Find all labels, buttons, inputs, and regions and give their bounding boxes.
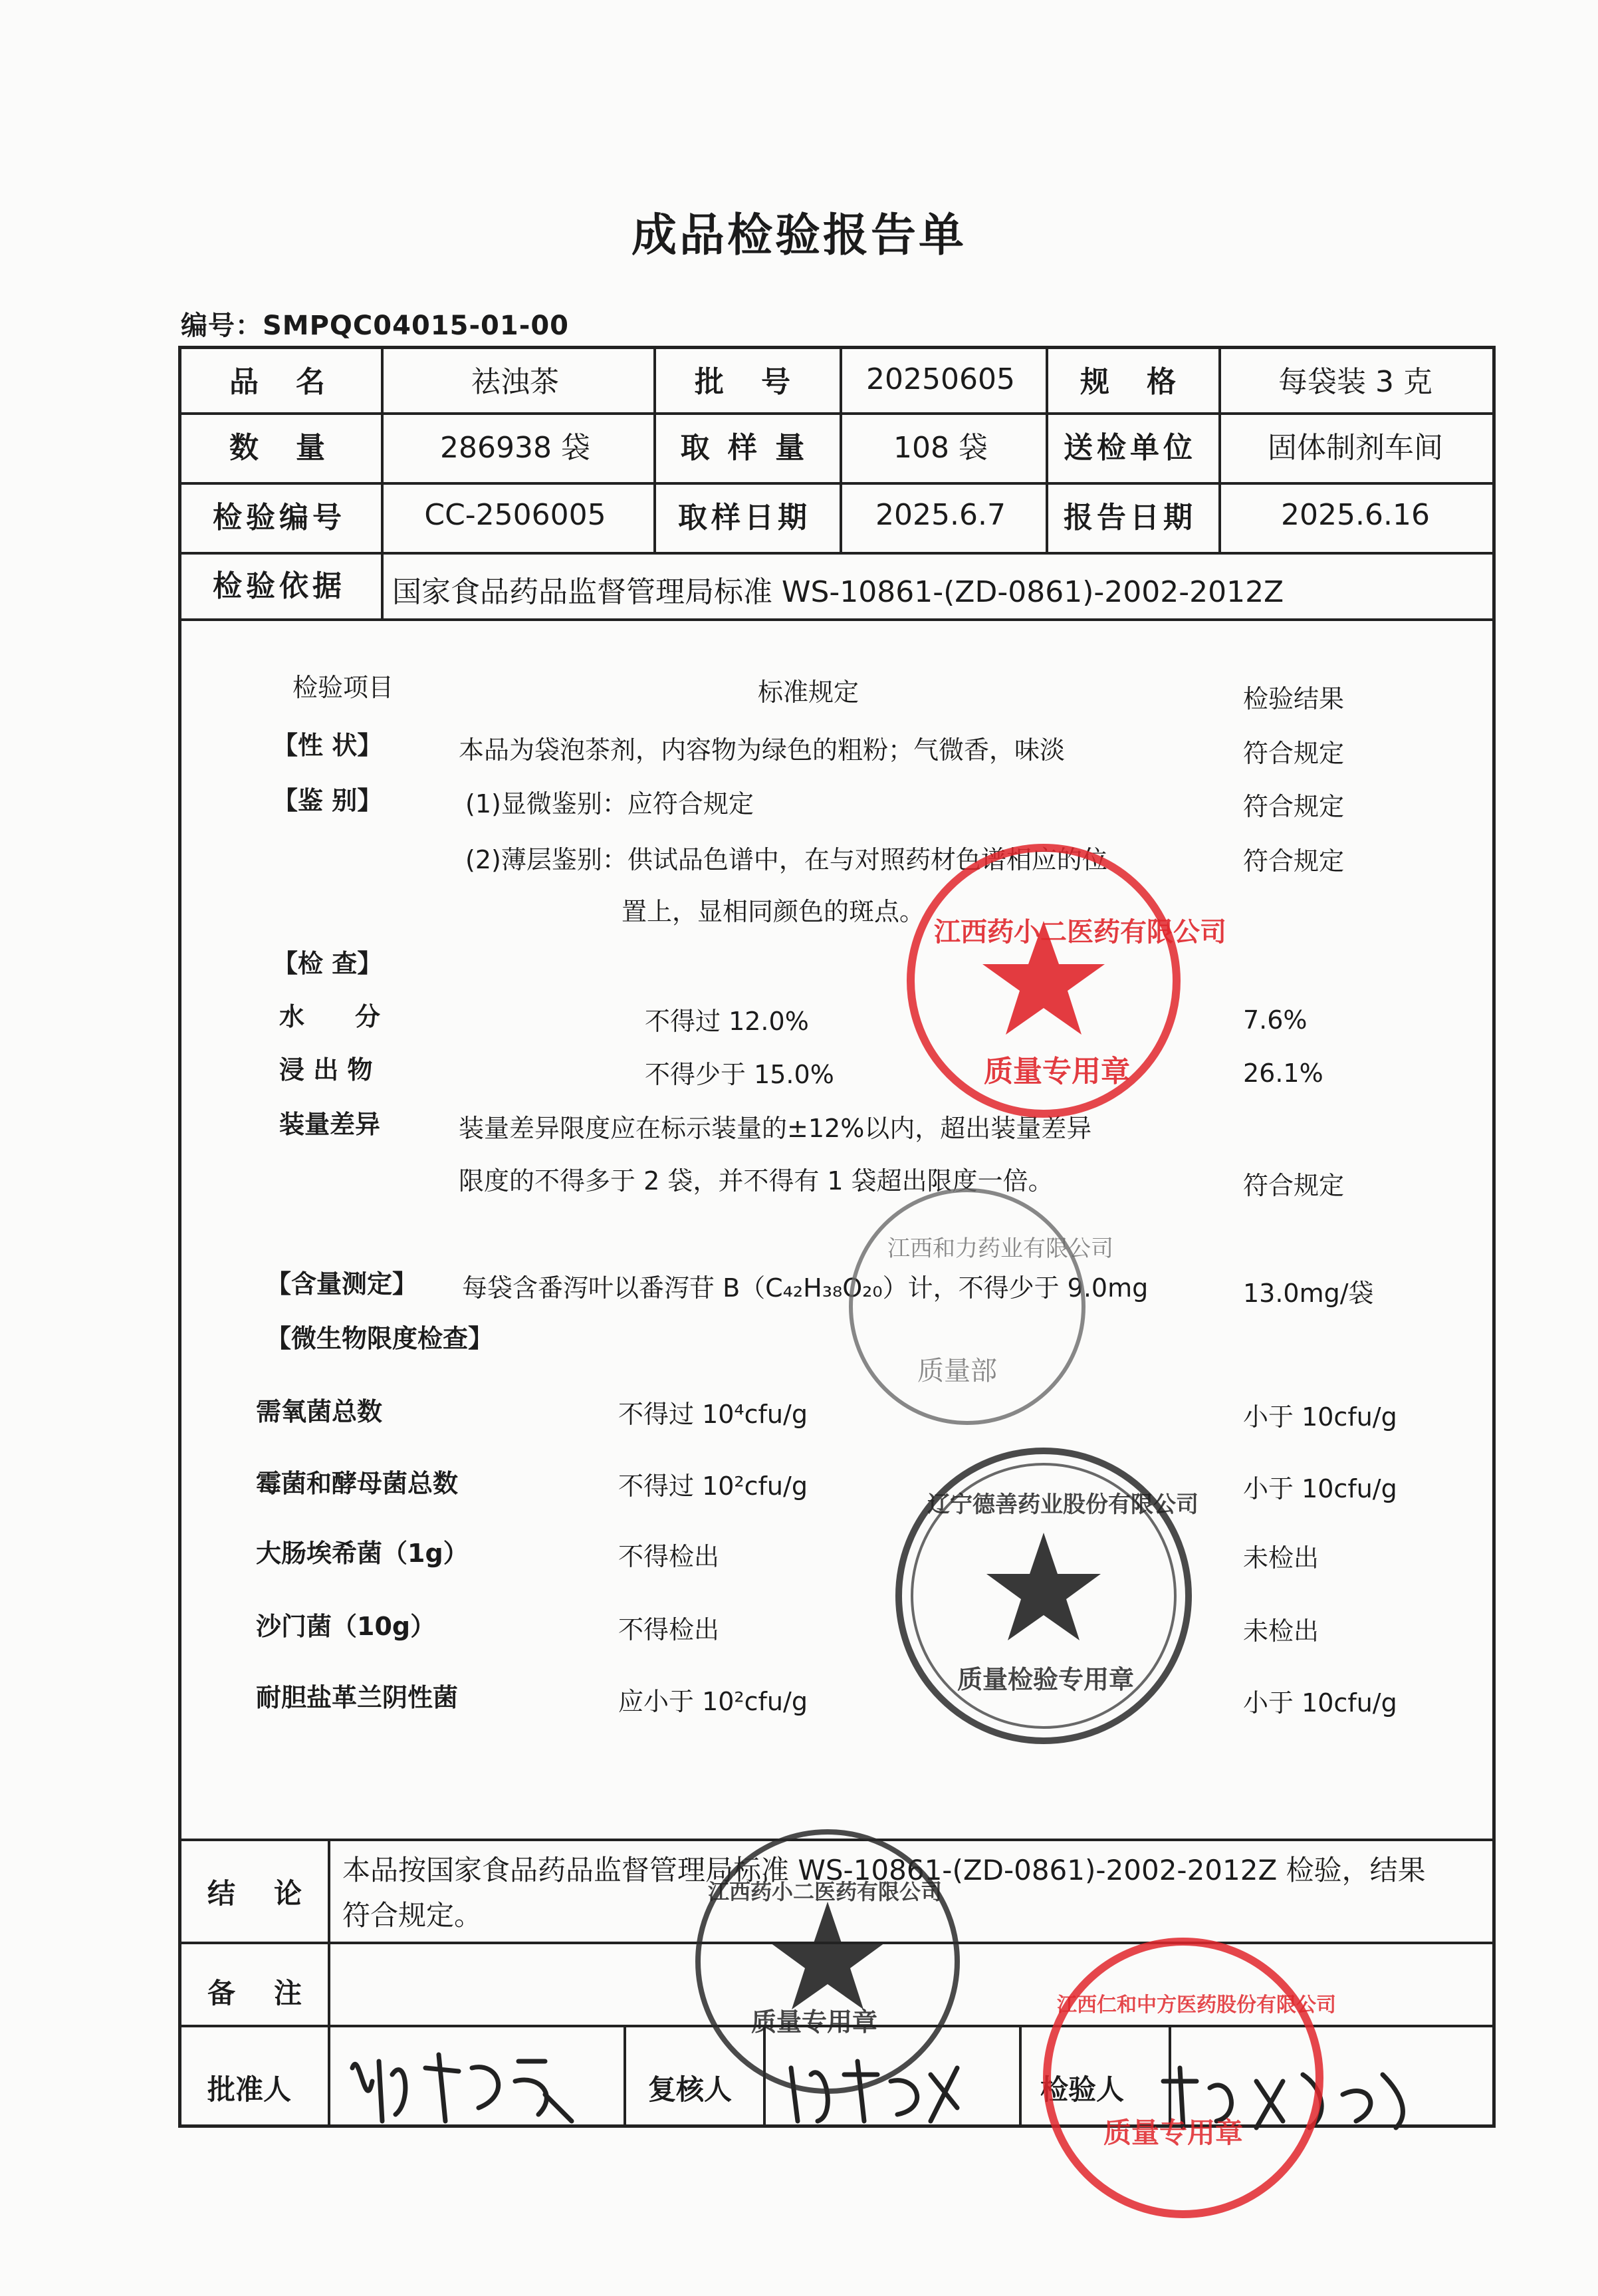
micro-limit-item: 【微生物限度检查】 xyxy=(266,1324,494,1353)
conclusion-line2: 符合规定。 xyxy=(342,1899,483,1932)
stamp2-name: 江西和力药业有限公司 xyxy=(887,1235,1113,1262)
water-result: 7.6% xyxy=(1243,1005,1308,1035)
col-heading-item: 检验项目 xyxy=(292,673,394,702)
basis-label: 检验依据 xyxy=(213,569,346,603)
row-divider xyxy=(181,618,1492,621)
quality-seal-gray-2 xyxy=(841,1180,1093,1433)
col-heading-result: 检验结果 xyxy=(1243,684,1345,713)
identification-1-standard: (1)显微鉴别：应符合规定 xyxy=(465,789,754,819)
submit-unit-label: 送检单位 xyxy=(1064,431,1197,465)
col-divider xyxy=(328,1839,330,2124)
inspect-no-label: 检验编号 xyxy=(213,501,346,535)
fill-variation-item: 装量差异 xyxy=(279,1110,381,1139)
spec-value: 每袋装 3 克 xyxy=(1278,365,1432,399)
stamp4-subtitle: 质量专用章 xyxy=(751,2007,878,2037)
reviewer-label: 复核人 xyxy=(648,2073,733,2106)
water-standard: 不得过 12.0% xyxy=(645,1007,809,1036)
mold-result: 小于 10cfu/g xyxy=(1243,1474,1397,1503)
report-title: 成品检验报告单 xyxy=(631,209,967,262)
col-heading-standard: 标准规定 xyxy=(758,678,859,707)
quantity-value: 286938 袋 xyxy=(440,431,590,465)
identification-2-standard-line2: 置上，显相同颜色的斑点。 xyxy=(622,897,925,926)
row-divider xyxy=(181,552,1492,555)
identification-2-result: 符合规定 xyxy=(1243,846,1345,876)
ecoli-standard: 不得检出 xyxy=(618,1542,720,1571)
stamp5-name: 江西仁和中方医药股份有限公司 xyxy=(1057,1993,1336,2017)
conclusion-line1: 本品按国家食品药品监督管理局标准 WS-10861-(ZD-0861)-2002-2012Z 检验，结果 xyxy=(342,1854,1426,1886)
assay-result: 13.0mg/袋 xyxy=(1243,1279,1374,1308)
water-item: 水 分 xyxy=(279,1002,381,1031)
batch-label: 批 号 xyxy=(695,365,794,399)
aerobic-standard: 不得过 10⁴cfu/g xyxy=(618,1400,808,1429)
assay-item: 【含量测定】 xyxy=(266,1269,418,1299)
product-name-label: 品 名 xyxy=(229,365,329,399)
quality-seal-dark-4 xyxy=(688,1822,967,2101)
fill-variation-standard-line2: 限度的不得多于 2 袋，并不得有 1 袋超出限度一倍。 xyxy=(459,1166,1054,1196)
appearance-result: 符合规定 xyxy=(1243,739,1345,768)
report-date-value: 2025.6.16 xyxy=(1281,497,1430,532)
bile-tolerant-standard: 应小于 10²cfu/g xyxy=(618,1687,808,1716)
mold-standard: 不得过 10²cfu/g xyxy=(618,1471,808,1501)
ecoli-item: 大肠埃希菌（1g） xyxy=(256,1539,469,1568)
salmonella-result: 未检出 xyxy=(1243,1616,1319,1646)
submit-unit-value: 固体制剂车间 xyxy=(1268,431,1443,465)
bile-tolerant-result: 小于 10cfu/g xyxy=(1243,1688,1397,1718)
mold-item: 霉菌和酵母菌总数 xyxy=(256,1469,459,1498)
identification-1-result: 符合规定 xyxy=(1243,792,1345,821)
stamp4-name: 江西药小二医药有限公司 xyxy=(708,1879,943,1904)
salmonella-item: 沙门菌（10g） xyxy=(256,1612,436,1641)
bile-tolerant-item: 耐胆盐革兰阴性菌 xyxy=(256,1683,459,1712)
ecoli-result: 未检出 xyxy=(1243,1543,1319,1573)
sample-qty-label: 取 样 量 xyxy=(680,431,809,465)
report-date-label: 报告日期 xyxy=(1064,501,1197,535)
stamp1-subtitle: 质量专用章 xyxy=(984,1055,1130,1088)
col-divider xyxy=(1019,2025,1022,2124)
extract-result: 26.1% xyxy=(1243,1059,1323,1088)
aerobic-result: 小于 10cfu/g xyxy=(1243,1402,1397,1432)
stamp2-subtitle: 质量部 xyxy=(917,1356,997,1386)
inspector-label: 检验人 xyxy=(1040,2073,1125,2106)
sample-qty-value: 108 袋 xyxy=(893,431,988,465)
quantity-label: 数 量 xyxy=(229,431,329,465)
stamp3-name: 辽宁德善药业股份有限公司 xyxy=(927,1491,1198,1518)
batch-value: 20250605 xyxy=(866,362,1015,396)
fill-variation-result: 符合规定 xyxy=(1243,1171,1345,1200)
extract-item: 浸 出 物 xyxy=(279,1055,373,1084)
stamp3-subtitle: 质量检验专用章 xyxy=(957,1665,1135,1694)
identification-item: 【鉴 别】 xyxy=(273,786,383,815)
check-item: 【检 查】 xyxy=(273,949,383,978)
quality-seal-red-5 xyxy=(1024,1928,1343,2221)
col-divider xyxy=(624,2025,626,2124)
identification-2-standard-line1: (2)薄层鉴别：供试品色谱中，在与对照药材色谱相应的位 xyxy=(465,845,1107,874)
approver-label: 批准人 xyxy=(207,2073,292,2106)
basis-value: 国家食品药品监督管理局标准 WS-10861-(ZD-0861)-2002-2012Z xyxy=(392,575,1284,609)
appearance-standard: 本品为袋泡茶剂，内容物为绿色的粗粉；气微香，味淡 xyxy=(459,735,1066,765)
product-name-value: 祛浊茶 xyxy=(471,365,559,399)
inspect-no-value: CC-2506005 xyxy=(424,497,606,532)
stamp1-name: 江西药小二医药有限公司 xyxy=(934,917,1226,948)
document-number: 编号：SMPQC04015-01-00 xyxy=(181,311,569,341)
conclusion-label: 结 论 xyxy=(207,1877,308,1910)
salmonella-standard: 不得检出 xyxy=(618,1615,720,1644)
spec-label: 规 格 xyxy=(1080,365,1180,399)
approver-signature xyxy=(346,2041,585,2134)
assay-standard: 每袋含番泻叶以番泻苷 B（C₄₂H₃₈O₂₀）计，不得少于 9.0mg xyxy=(462,1273,1149,1303)
fill-variation-standard-line1: 装量差异限度应在标示装量的±12%以内，超出装量差异 xyxy=(459,1114,1092,1143)
sample-date-label: 取样日期 xyxy=(678,501,811,535)
aerobic-item: 需氧菌总数 xyxy=(256,1397,383,1426)
remark-label: 备 注 xyxy=(207,1977,308,2009)
stamp5-subtitle: 质量专用章 xyxy=(1103,2116,1244,2149)
extract-standard: 不得少于 15.0% xyxy=(645,1060,834,1089)
appearance-item: 【性 状】 xyxy=(273,731,383,760)
sample-date-value: 2025.6.7 xyxy=(875,497,1006,532)
